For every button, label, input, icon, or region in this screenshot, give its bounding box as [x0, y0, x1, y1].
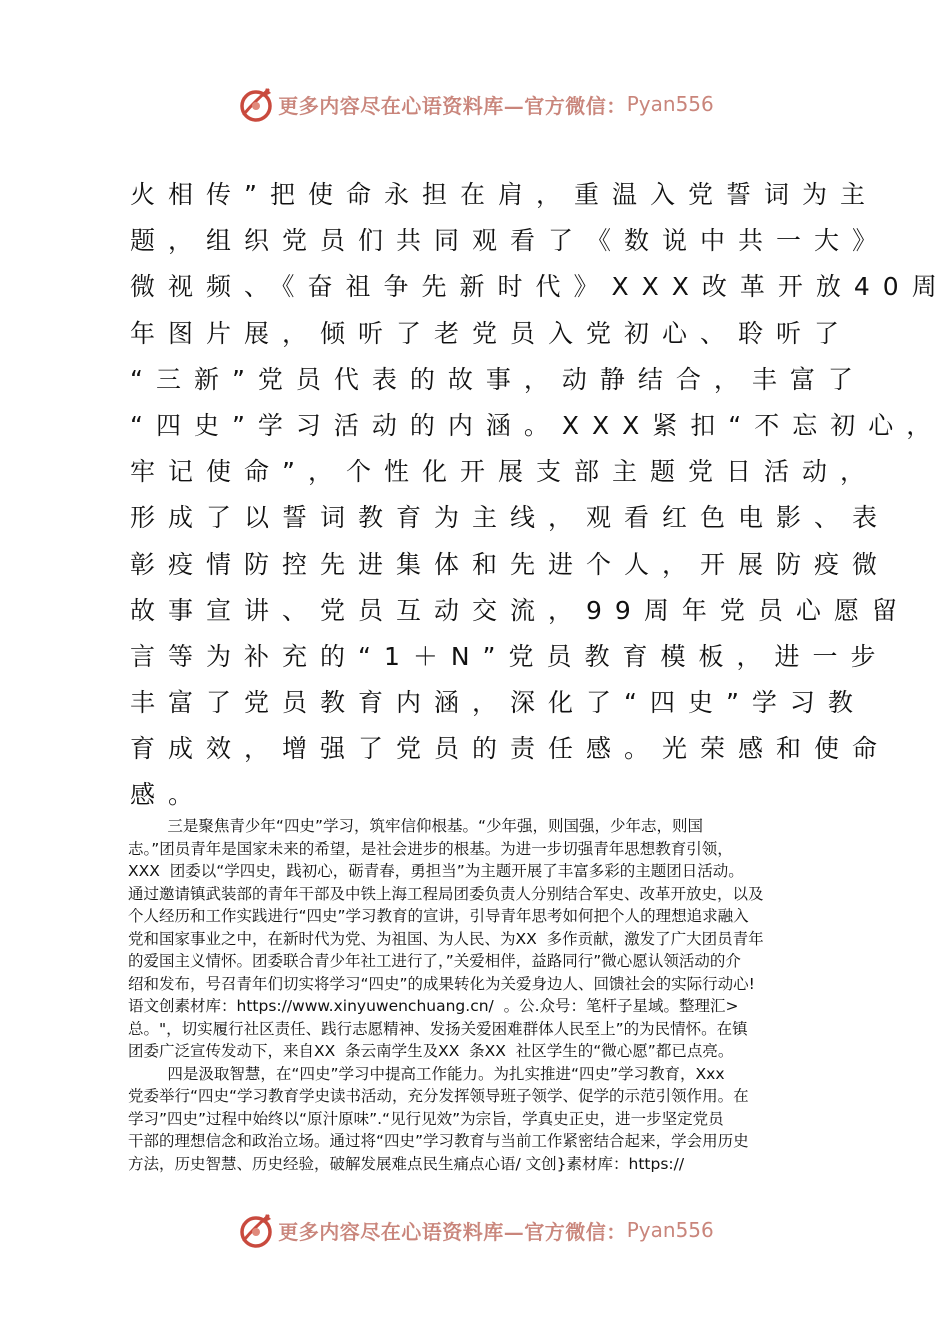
text-line: 语文创素材库：https://www.xinyuwenchuang.cn/ 。公.众号：笔杆子星域。整理汇>	[128, 997, 739, 1015]
text-line: 微视频、《奋祖争先新时代》XXX改革开放40周	[130, 272, 950, 302]
text-line: 彰疫情防控先进集体和先进个人，开展防疫微	[130, 549, 891, 579]
text-line: 党和国家事业之中，在新时代为党、为祖国、为人民、为XX 多作贡献，激发了广大团员青年	[128, 929, 764, 948]
text-line: 志。”团员青年是国家未来的希望，是社会进步的根基。为进一步切强青年思想教育引领，	[128, 839, 733, 858]
text-line: 方法，历史智慧、历史经验，破解发展难点民生痛点心语/ 文创}素材库：https://	[128, 1154, 685, 1173]
text-line: 年图片展，倾听了老党员入党初心、聆听了	[130, 318, 853, 348]
text-line: 学习”四史”过程中始终以“原汁原味”.“见行见效”为宗旨，学真史正史，进一步坚定党员	[128, 1109, 724, 1128]
text-line: 牢记使命”，个性化开展支部主题党日活动，	[130, 457, 878, 487]
text-line: 党委举行“四史“学习教育学史读书活动，充分发挥领导班子领学、促学的示范引领作用。在	[128, 1087, 749, 1105]
text-line: 故事宣讲、党员互动交流，99周年党员心愿留	[130, 595, 910, 625]
text-line: 丰富了党员教育内涵，深化了“四史”学习教	[130, 688, 866, 718]
brush-logo-icon	[236, 1210, 276, 1250]
small-text-paragraphs	[128, 815, 840, 1175]
header-banner	[0, 84, 950, 124]
text-line: 总。"，切实履行社区责任、践行志愿精神、发扬关爱困难群体人民至上”的为民情怀。在镇	[128, 1019, 748, 1038]
large-text-paragraph	[130, 172, 950, 819]
wechat-id: Pyan556	[626, 92, 714, 116]
text-line: 个人经历和工作实践进行“四史”学习教育的宣讲，引导青年思考如何把个人的理想追求融入	[128, 907, 749, 925]
text-line: 言等为补充的“1＋N”党员教育模板，进一步	[130, 641, 889, 671]
text-line: XXX 团委以“学四史，践初心，砺青春，勇担当”为主题开展了丰富多彩的主题团日活动。	[128, 862, 744, 880]
brush-logo-icon	[236, 84, 276, 124]
text-line: 形成了以誓词教育为主线，观看红色电影、表	[130, 503, 891, 533]
text-line: 感。	[130, 780, 207, 810]
text-line: 绍和发布，号召青年们切实将学习“四史”的成果转化为关爱身边人、回馈社会的实际行动心!	[128, 974, 755, 993]
text-line: 团委广泛宣传发动下，来自XX 条云南学生及XX 条XX 社区学生的“微心愿”都已点亮。	[128, 1042, 734, 1060]
text-line: 火相传”把使命永担在肩，重温入党誓词为主	[130, 180, 878, 209]
text-line: 的爱国主义情怀。团委联合青少年社工进行了，”关爱相伴，益路同行”微心愿认领活动的介	[128, 952, 741, 970]
text-line: 三是聚焦青少年“四史”学习，筑牢信仰根基。“少年强，则国强，少年志，则国	[128, 817, 704, 835]
banner-text: 更多内容尽在心语资料库—官方微信：	[278, 1219, 627, 1244]
banner-text: 更多内容尽在心语资料库—官方微信：	[278, 93, 627, 118]
footer-banner	[0, 1210, 950, 1250]
text-line: 四是汲取智慧，在“四史”学习中提高工作能力。为扎实推进“四史”学习教育，Xxx	[128, 1064, 725, 1083]
text-line: 题，组织党员们共同观看了《数说中共一大》	[130, 226, 891, 256]
text-line: 通过邀请镇武装部的青年干部及中铁上海工程局团委负责人分别结合军史、改革开放史，以及	[128, 884, 764, 903]
text-line: 育成效，增强了党员的责任感。光荣感和使命	[130, 734, 891, 764]
text-line: “三新”党员代表的故事，动静结合，丰富了	[130, 364, 866, 394]
text-line: “四史”学习活动的内涵。XXX紧扣“不忘初心，	[130, 410, 945, 440]
wechat-id: Pyan556	[626, 1218, 714, 1242]
text-line: 干部的理想信念和政治立场。通过将“四史”学习教育与当前工作紧密结合起来，学会用历史	[128, 1132, 749, 1150]
